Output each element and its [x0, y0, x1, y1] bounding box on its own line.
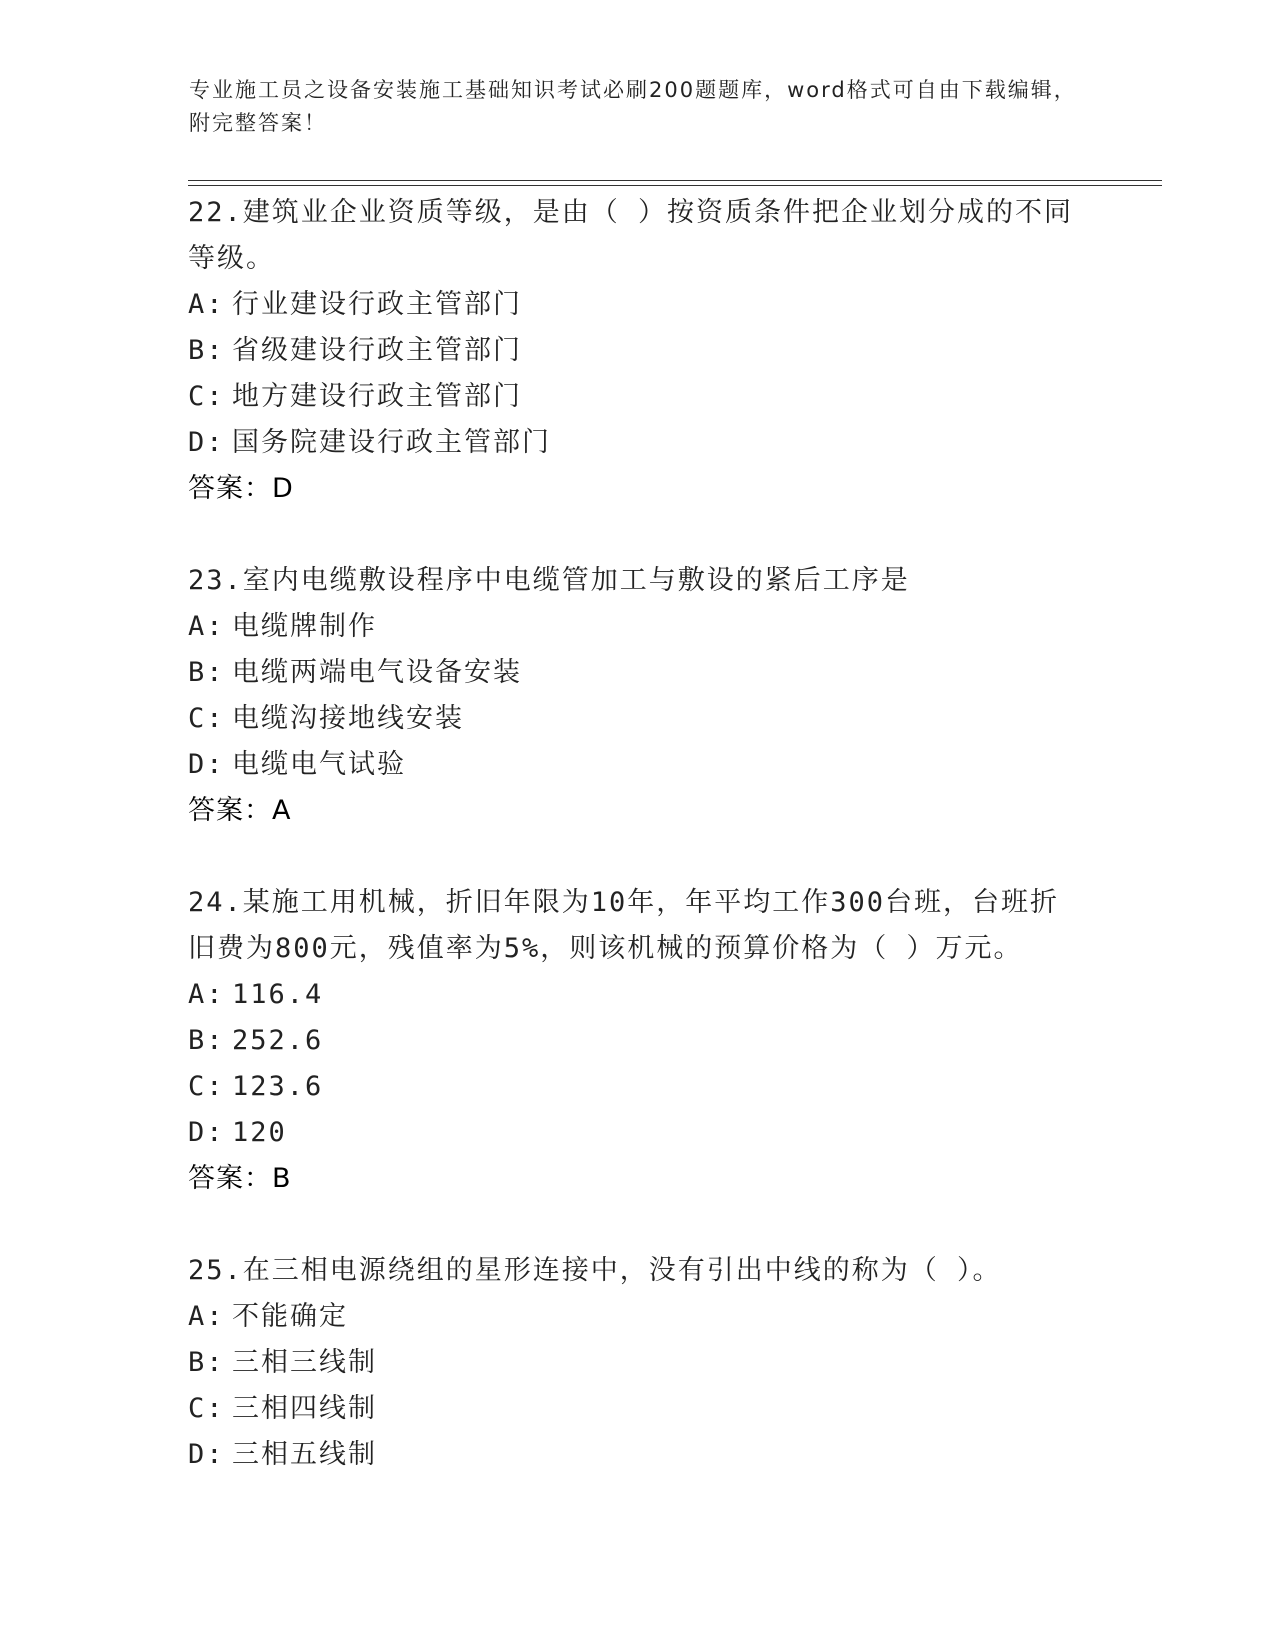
- option-text: 123.6: [232, 1071, 324, 1102]
- option-d: [188, 420, 1088, 466]
- option-b: [188, 328, 1088, 374]
- option-text: 国务院建设行政主管部门: [232, 427, 551, 458]
- option-label: C:: [188, 703, 225, 734]
- option-label: C:: [188, 381, 225, 412]
- option-label: D:: [188, 1439, 225, 1470]
- option-text: 120: [232, 1117, 287, 1148]
- option-c: [188, 696, 1088, 742]
- answer-line: 答案：B: [188, 1163, 292, 1194]
- document-header: 专业施工员之设备安装施工基础知识考试必刷200题题库，word格式可自由下载编辑，附完整答案！: [189, 78, 1077, 135]
- option-c: [188, 374, 1088, 420]
- option-label: A:: [188, 1301, 225, 1332]
- option-text: 不能确定: [232, 1301, 348, 1332]
- question-22: [188, 190, 1088, 512]
- option-text: 三相三线制: [232, 1347, 377, 1378]
- option-c: [188, 1064, 1088, 1110]
- option-text: 252.6: [232, 1025, 324, 1056]
- option-d: [188, 1432, 1088, 1478]
- option-text: 省级建设行政主管部门: [232, 335, 522, 366]
- question-23: [188, 558, 1088, 834]
- option-b: [188, 650, 1088, 696]
- option-a: [188, 1294, 1088, 1340]
- question-list: [188, 190, 1088, 1524]
- option-label: D:: [188, 1117, 225, 1148]
- option-c: [188, 1386, 1088, 1432]
- option-text: 116.4: [232, 979, 324, 1010]
- question-25: [188, 1248, 1088, 1478]
- header-divider-top: [188, 180, 1162, 181]
- option-label: A:: [188, 979, 225, 1010]
- question-stem: 25.在三相电源绕组的星形连接中，没有引出中线的称为（ ）。: [188, 1255, 1002, 1286]
- option-label: A:: [188, 289, 225, 320]
- option-d: [188, 1110, 1088, 1156]
- question-stem: 22.建筑业企业资质等级，是由（ ）按资质条件把企业划分成的不同等级。: [188, 197, 1074, 274]
- option-b: [188, 1018, 1088, 1064]
- option-label: D:: [188, 749, 225, 780]
- option-d: [188, 742, 1088, 788]
- question-stem: 24.某施工用机械，折旧年限为10年，年平均工作300台班，台班折旧费为800元，残值率为5%，则该机械的预算价格为（ ）万元。: [188, 887, 1060, 964]
- option-text: 电缆两端电气设备安装: [232, 657, 522, 688]
- option-label: B:: [188, 657, 225, 688]
- option-text: 电缆电气试验: [232, 749, 406, 780]
- question-24: [188, 880, 1088, 1202]
- header-divider-bottom: [188, 185, 1162, 186]
- option-label: C:: [188, 1071, 225, 1102]
- question-stem: 23.室内电缆敷设程序中电缆管加工与敷设的紧后工序是: [188, 565, 910, 596]
- answer-line: 答案：A: [188, 795, 292, 826]
- option-b: [188, 1340, 1088, 1386]
- option-text: 电缆沟接地线安装: [232, 703, 464, 734]
- option-a: [188, 972, 1088, 1018]
- option-label: B:: [188, 1025, 225, 1056]
- option-label: D:: [188, 427, 225, 458]
- answer-line: 答案：D: [188, 473, 294, 504]
- option-a: [188, 282, 1088, 328]
- option-label: C:: [188, 1393, 225, 1424]
- option-text: 地方建设行政主管部门: [232, 381, 522, 412]
- option-text: 行业建设行政主管部门: [232, 289, 522, 320]
- option-label: B:: [188, 1347, 225, 1378]
- option-text: 三相四线制: [232, 1393, 377, 1424]
- option-label: A:: [188, 611, 225, 642]
- option-label: B:: [188, 335, 225, 366]
- option-a: [188, 604, 1088, 650]
- option-text: 电缆牌制作: [232, 611, 377, 642]
- option-text: 三相五线制: [232, 1439, 377, 1470]
